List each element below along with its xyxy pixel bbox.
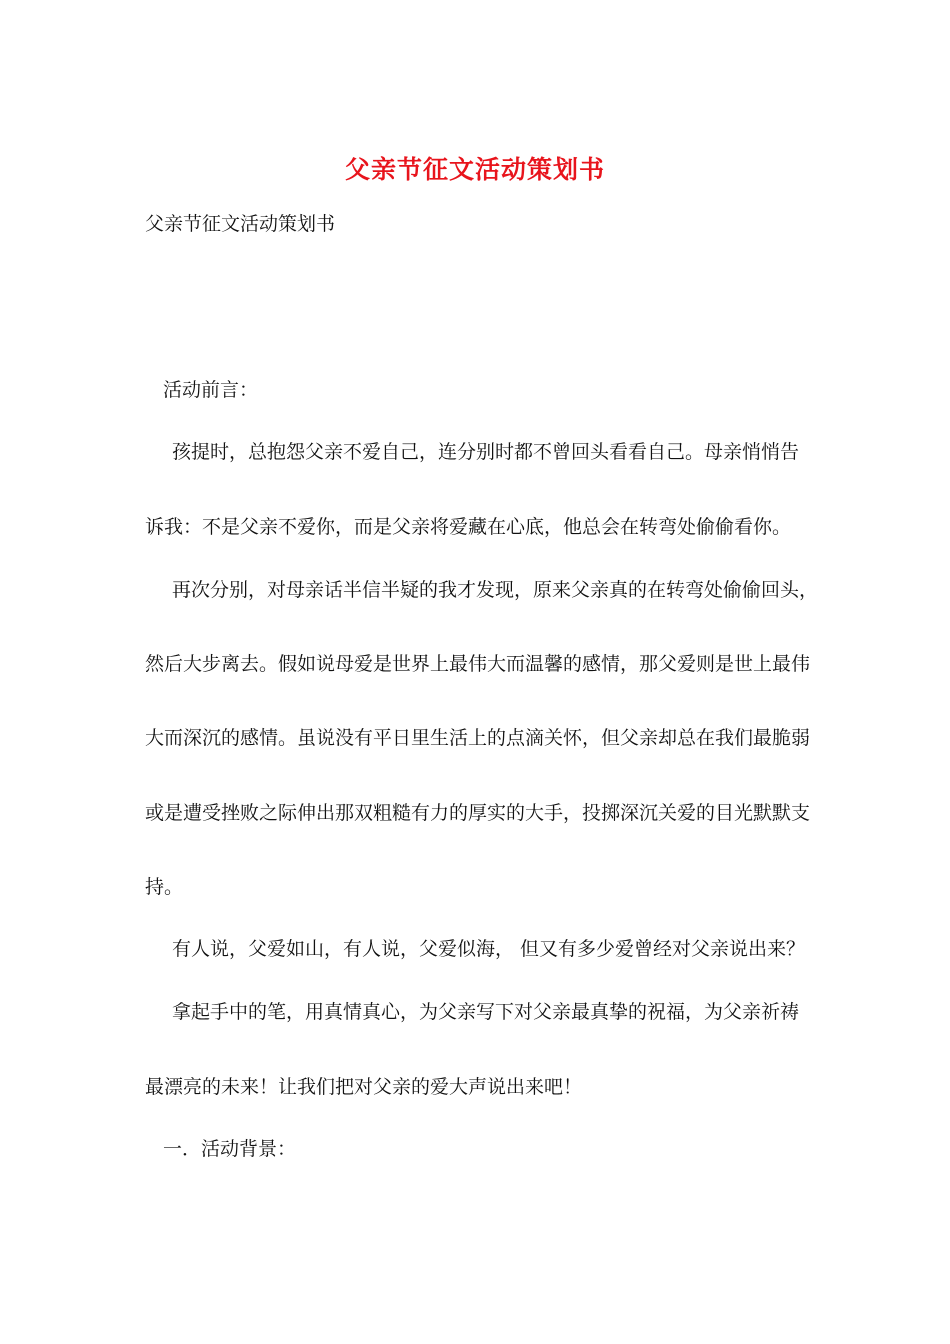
- paragraph-line: 持。: [145, 876, 184, 898]
- paragraph-line: 有人说，父爱如山，有人说，父爱似海， 但又有多少爱曾经对父亲说出来？: [172, 938, 806, 960]
- paragraph-line: 最漂亮的未来！让我们把对父亲的爱大声说出来吧！: [145, 1076, 583, 1098]
- section-heading-background: 一．活动背景：: [163, 1138, 297, 1160]
- document-subtitle: 父亲节征文活动策划书: [145, 213, 336, 235]
- paragraph-line: 再次分别，对母亲话半信半疑的我才发现，原来父亲真的在转弯处偷偷回头，: [172, 579, 819, 601]
- section-heading-preface: 活动前言：: [163, 379, 259, 401]
- paragraph-line: 大而深沉的感情。虽说没有平日里生活上的点滴关怀，但父亲却总在我们最脆弱: [145, 727, 811, 749]
- paragraph-line: 然后大步离去。假如说母爱是世界上最伟大而温馨的感情，那父爱则是世上最伟: [145, 653, 811, 675]
- paragraph-line: 或是遭受挫败之际伸出那双粗糙有力的厚实的大手，投掷深沉关爱的目光默默支: [145, 802, 811, 824]
- paragraph-line: 诉我：不是父亲不爱你，而是父亲将爱藏在心底，他总会在转弯处偷偷看你。: [145, 516, 792, 538]
- document-title: 父亲节征文活动策划书: [344, 155, 605, 184]
- paragraph-line: 拿起手中的笔，用真情真心，为父亲写下对父亲最真挚的祝福，为父亲祈祷: [172, 1001, 800, 1023]
- paragraph-line: 孩提时，总抱怨父亲不爱自己，连分别时都不曾回头看看自己。母亲悄悄告: [172, 441, 800, 463]
